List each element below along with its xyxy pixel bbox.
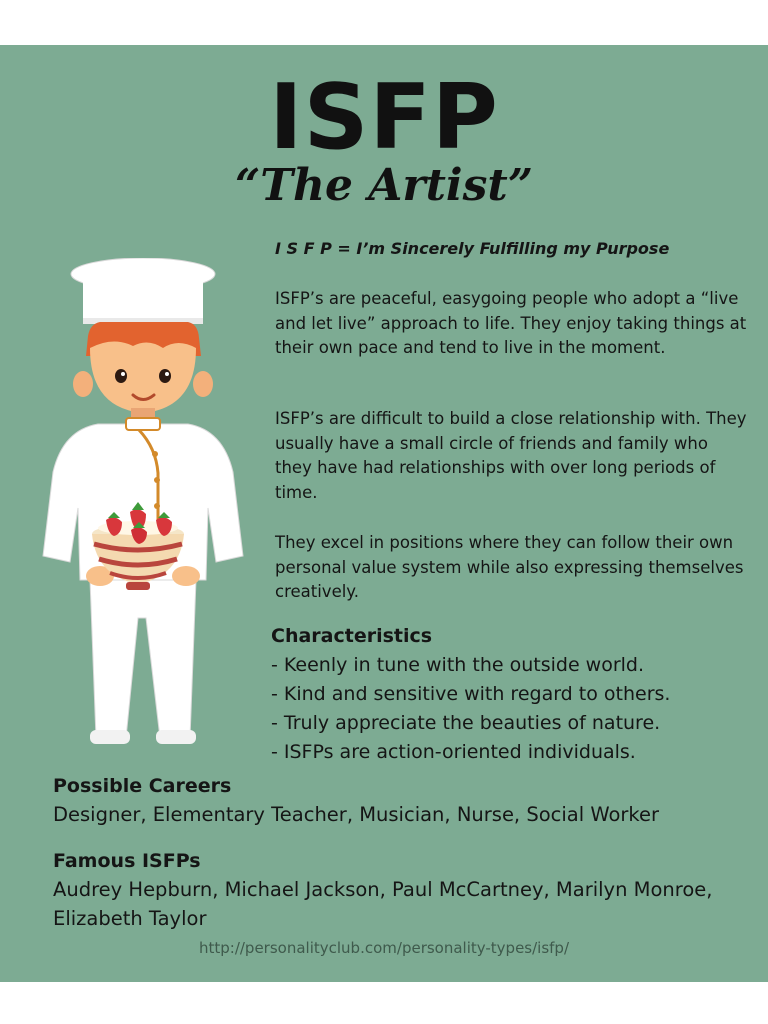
poster [0, 45, 768, 982]
careers-text: Designer, Elementary Teacher, Musician, Nurse, Social Worker [53, 803, 660, 826]
list-item: - Kind and sensitive with regard to others. [271, 683, 671, 705]
list-item: - ISFPs are action-oriented individuals. [271, 741, 636, 763]
description-paragraph-3: They excel in positions where they can follow their own personal value system while also expressing themselves creatively. [275, 533, 744, 601]
careers-section [53, 772, 743, 829]
description-paragraph-2: ISFP’s are difficult to build a close relationship with. They usually have a small circle of friends and family who they have had relationships with over long periods of time. [275, 409, 747, 502]
description-paragraph-1: ISFP’s are peaceful, easygoing people who adopt a “live and let live” approach to life. They enjoy taking things at their own pace and tend to live in the moment. [275, 289, 747, 357]
chef-trousers [90, 580, 196, 744]
characteristics-list [271, 651, 751, 767]
page-title: ISFP [269, 65, 499, 170]
page-subtitle: “The Artist” [234, 160, 534, 211]
careers-heading: Possible Careers [53, 775, 232, 797]
right-hand [172, 566, 200, 586]
source-link[interactable]: http://personalityclub.com/personality-types/isfp/ [198, 939, 570, 957]
chef-hat [71, 258, 215, 324]
characteristics-heading: Characteristics [271, 625, 433, 647]
famous-section [53, 847, 743, 933]
chef-head [73, 322, 213, 422]
list-item: - Truly appreciate the beauties of nature. [271, 712, 661, 734]
characteristics-section [271, 621, 751, 767]
famous-text: Audrey Hepburn, Michael Jackson, Paul McCartney, Marilyn Monroe, Elizabeth Taylor [53, 878, 713, 930]
chef-illustration [38, 258, 248, 758]
acronym-line: I S F P = I’m Sincerely Fulfilling my Purpose [275, 239, 670, 258]
list-item: - Keenly in tune with the outside world. [271, 654, 645, 676]
famous-heading: Famous ISFPs [53, 850, 201, 872]
